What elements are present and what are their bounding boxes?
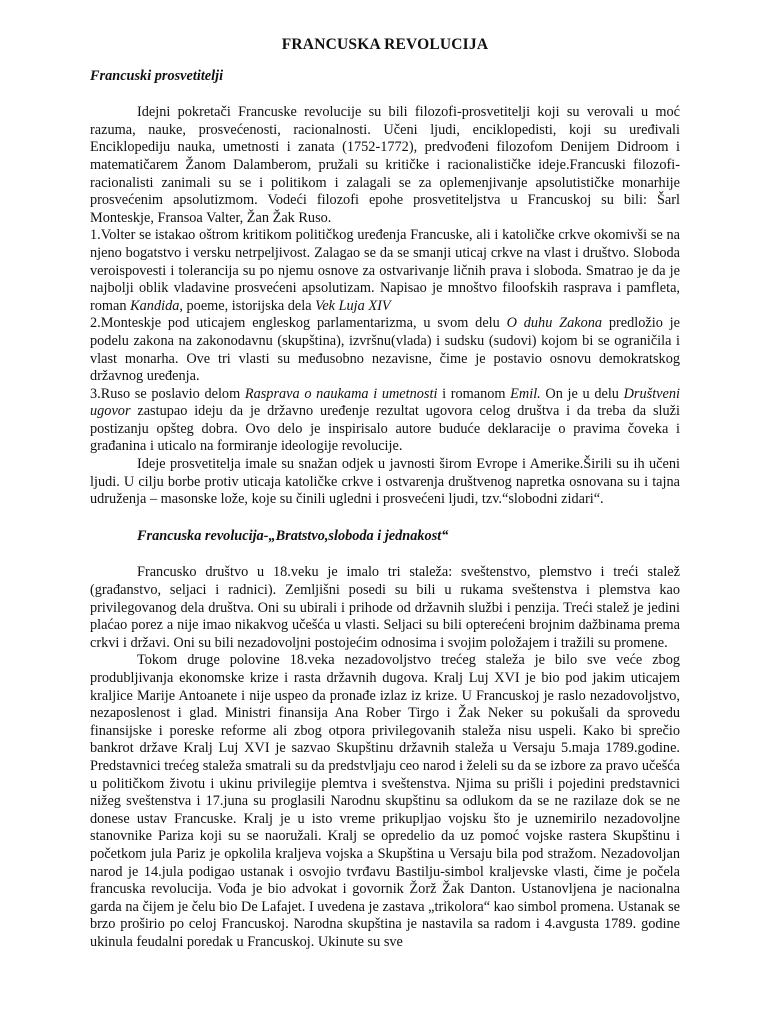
ruso-text-b: i romanom: [437, 385, 511, 402]
paragraph-volter: [90, 227, 680, 315]
paragraph-drustvo: Francusko društvo u 18.veku je imalo tri staleža: sveštenstvo, plemstvo i treći stalež (građanstvo, seljaci i radnici). Zemljišni posedi su bili u rukama sveštenstva i plemstva kao privilegovanog dela društva. Oni su ubirali i prihode od državnih službi i penzija. Treći stalež je jedini plaćao porez a nije imao nikakvog učešća u vlasti. Seljaci su bili opterećeni brojnim dažbinama prema crkvi i državi. Oni su bili nezadovoljni postojećim odnosima i svojim položajem i tražili su promene.: [90, 564, 680, 651]
page-title: FRANCUSKA REVOLUCIJA: [281, 36, 489, 53]
paragraph-ruso: [90, 386, 680, 456]
monteskje-text-b: predložio je podelu zakona na zakonodavnu (skupština), izvršnu(vlada) i sudsku (sudovi) kojom bi se ograničila i vlast monarha. Ove tri vlasti su međusobno nezavisne, čime je postavio osnovu demokratskog državnog uređenja.: [90, 315, 680, 385]
ruso-text-d: zastupao ideju da je državno uređenje rezultat ugovora celog društva i da treba da služi postizanju opšteg dobra. Ovo delo je inspirisalo autore buduće deklaracije o pravima čoveka i građanina i uticalo na formiranje ideologije revolucije.: [90, 403, 680, 455]
volter-text-mid: , poeme, istorijska dela: [179, 297, 316, 314]
monteskje-text-a: 2.Monteskje pod uticajem engleskog parlamentarizma, u svom delu: [90, 315, 507, 332]
title-emil: Emil.: [510, 385, 541, 402]
title-vek-luja: Vek Luja XIV: [315, 297, 391, 314]
paragraph-intro: Idejni pokretači Francuske revolucije su bili filozofi-prosvetitelji koji su verovali u moć razuma, nauke, prosvećenosti, racionalnosti. Učeni ljudi, enciklopedisti, koji su uređivali Enciklopediju nauka, umetnosti i zanata (1752-1772), predvođeni filozofom Denijem Didroom i matematičarem Žanom Dalamberom, pružali su kritičke i racionalističke ideje.Francuski filozofi-racionalisti zanimali su se i politikom i zalagali se za oplemenjivanje apsolutističke monarhije prosvećenim apsolutizmom. Vodeći filozofi epohe prosvetiteljstva u Francuskoj su bili: Šarl Monteskje, Fransoa Valter, Žan Žak Ruso.: [90, 104, 680, 226]
title-drustveni-ugovor: Društveni ugovor: [90, 385, 680, 420]
section-heading-revolucija: Francuska revolucija-„Bratstvo,sloboda i jednakost“: [137, 527, 449, 544]
section-heading-prosvetitelji: Francuski prosvetitelji: [90, 67, 224, 84]
paragraph-ideje: Ideje prosvetitelja imale su snažan odjek u javnosti širom Evrope i Amerike.Širili su ih učeni ljudi. U cilju borbe protiv uticaja katoličke crkve i ostvarenja društvenog napretka osnovana su i tajna udruženja – masonske lože, koje su činili ugledni i prosvećeni ljudi, tzv.“slobodni zidari“.: [90, 456, 680, 508]
title-rasprava: Rasprava o naukama i umetnosti: [244, 385, 438, 402]
paragraph-tokom: Tokom druge polovine 18.veka nezadovoljstvo trećeg staleža je bilo sve veće zbog produbljivanja ekonomske krize i rasta državnih dugova. Kralj Luj XVI je bio pod jakim uticajem kraljice Marije Antoanete i nije uspeo da pronađe izlaz iz krize. U Francuskoj je raslo nezadovoljstvo, nezaposlenost i glad. Ministri finansija Ana Rober Tirgo i Žak Neker su pokušali da sprovedu finansijske i poreske reforme ali zbog otpora privilegovanih staleža nisu uspeli. Kako bi sprečio bankrot države Kralj Luj XVI je sazvao Skupštinu državnih staleža u Versaju 5.maja 1789.godine. Predstavnici trećeg staleža smatrali su da predstvljaju ceo narod i želeli su da se izbore za pravo učešća u političkom životu i ukinu privilegije plemtva i sveštenstva. Njima su prišli i pojedini predstavnici nižeg sveštenstva i 17.juna su proglasili Narodnu skupštinu sa odlukom da se ne razilaze dok se ne donese ustav Francuske. Kralj je u isto vreme prikupljao vojsku što je uznemirilo nezadovoljne stanovnike Pariza koji su se naoružali. Kralj se opredelio da uz pomoć vojske rastera Skupštinu i početkom jula Pariz je opkolila kraljeva vojska a Skupština u Versaju bila pod stražom. Nezadovoljan narod je 14.jula podigao ustanak i osvojio tvrđavu Bastilju-simbol kraljevske vlasti, čime je počela francuska revolucija. Vođa je bio advokat i govornik Žorž Žak Danton. Ustanovljena je nacionalna garda na čijem je čelu bio De Lafajet. I uvedena je zastava „trikolora“ kao simbol promena. Ustanak se brzo proširio po celoj Francuskoj. Narodna skupština je nastavila sa radom i 4.avgusta 1789. godine ukinula feudalni poredak u Francuskoj. Ukinute su sve: [90, 652, 680, 950]
title-o-duhu-zakona: O duhu Zakona: [506, 315, 603, 332]
ruso-text-a: 3.Ruso se poslavio delom: [90, 385, 245, 402]
ruso-text-c: On je u delu: [540, 385, 624, 402]
title-kandida: Kandida: [130, 297, 180, 314]
volter-text: 1.Volter se istakao oštrom kritikom političkog uređenja Francuske, ali i katoličke crkve okomivši se na njeno bogatstvo i versku netrpeljivost. Zalagao se da se smanji uticaj crkve na vlast i društvo. Sloboda veroispovesti i tolerancija su po njemu osnove za ostvarivanje ličnih prava i sloboda. Smatrao je da je najbolji oblik vladavine prosvećeni apsolutizam. Napisao je mnoštvo filoofskih rasprava i pamfleta, roman: [90, 227, 680, 314]
paragraph-monteskje: [90, 315, 680, 385]
